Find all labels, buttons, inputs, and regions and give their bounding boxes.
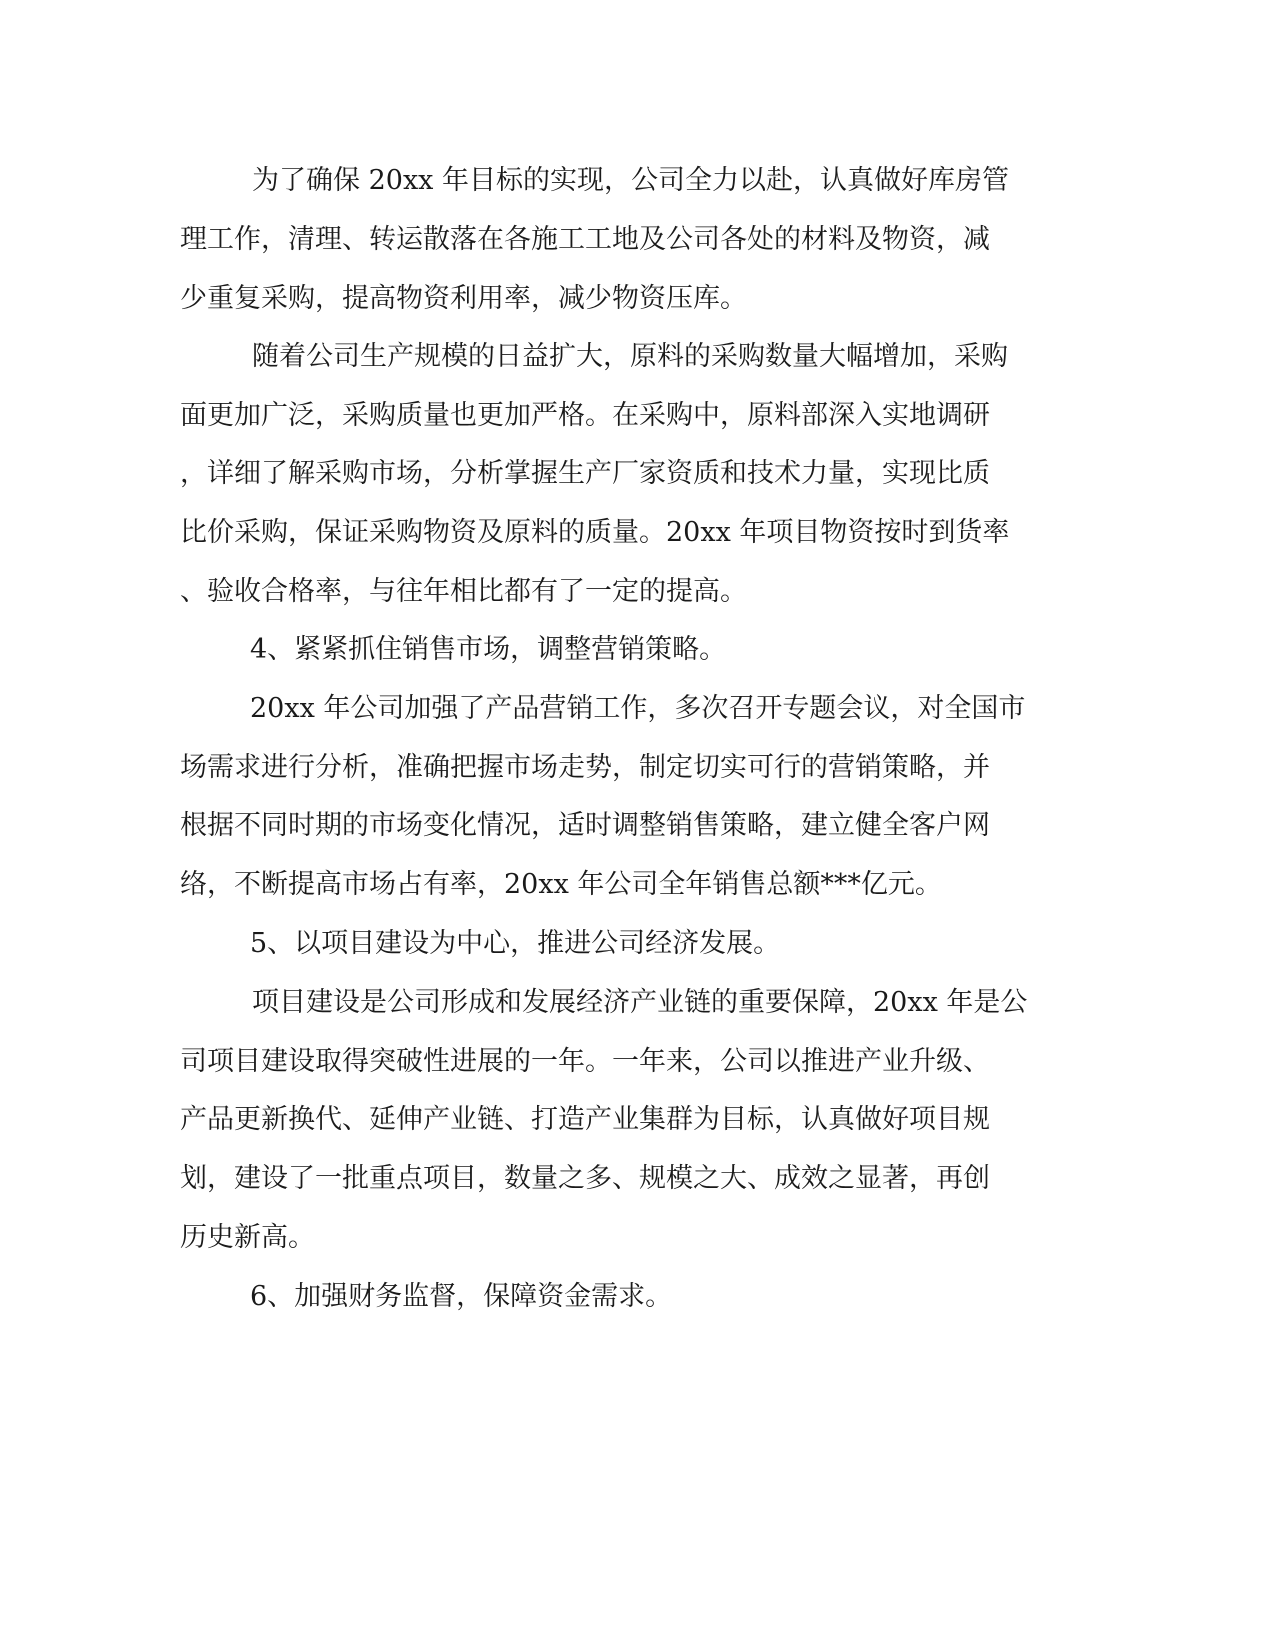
paragraph-2-line-3: ，详细了解采购市场，分析掌握生产厂家资质和技术力量，实现比质 <box>180 458 990 489</box>
paragraph-2-line-5: 、验收合格率，与往年相比都有了一定的提高。 <box>180 576 747 607</box>
paragraph-3-line-3: 根据不同时期的市场变化情况，适时调整销售策略，建立健全客户网 <box>180 810 990 841</box>
paragraph-3-line-2: 场需求进行分析，准确把握市场走势，制定切实可行的营销策略，并 <box>180 752 990 783</box>
paragraph-1-line-1: 为了确保 20xx 年目标的实现，公司全力以赴，认真做好库房管 <box>252 165 1009 196</box>
paragraph-2-line-4: 比价采购，保证采购物资及原料的质量。20xx 年项目物资按时到货率 <box>180 517 1010 548</box>
paragraph-4-line-5: 历史新高。 <box>180 1222 315 1253</box>
section-heading-4: 4、紧紧抓住销售市场，调整营销策略。 <box>250 634 727 665</box>
paragraph-4-line-3: 产品更新换代、延伸产业链、打造产业集群为目标，认真做好项目规 <box>180 1104 990 1135</box>
paragraph-2-line-1: 随着公司生产规模的日益扩大，原料的采购数量大幅增加，采购 <box>252 341 1008 372</box>
section-heading-6: 6、加强财务监督，保障资金需求。 <box>250 1281 673 1312</box>
section-heading-5: 5、以项目建设为中心，推进公司经济发展。 <box>250 928 781 959</box>
paragraph-3-line-1: 20xx 年公司加强了产品营销工作，多次召开专题会议，对全国市 <box>250 693 1026 724</box>
paragraph-4-line-2: 司项目建设取得突破性进展的一年。一年来，公司以推进产业升级、 <box>180 1046 990 1077</box>
paragraph-1-line-3: 少重复采购，提高物资利用率，减少物资压库。 <box>180 283 747 314</box>
paragraph-1-line-2: 理工作，清理、转运散落在各施工工地及公司各处的材料及物资，减 <box>180 224 990 255</box>
paragraph-4-line-4: 划，建设了一批重点项目，数量之多、规模之大、成效之显著，再创 <box>180 1163 990 1194</box>
paragraph-3-line-4: 络，不断提高市场占有率，20xx 年公司全年销售总额***亿元。 <box>180 869 942 900</box>
paragraph-2-line-2: 面更加广泛，采购质量也更加严格。在采购中，原料部深入实地调研 <box>180 400 990 431</box>
paragraph-4-line-1: 项目建设是公司形成和发展经济产业链的重要保障，20xx 年是公 <box>252 987 1028 1018</box>
